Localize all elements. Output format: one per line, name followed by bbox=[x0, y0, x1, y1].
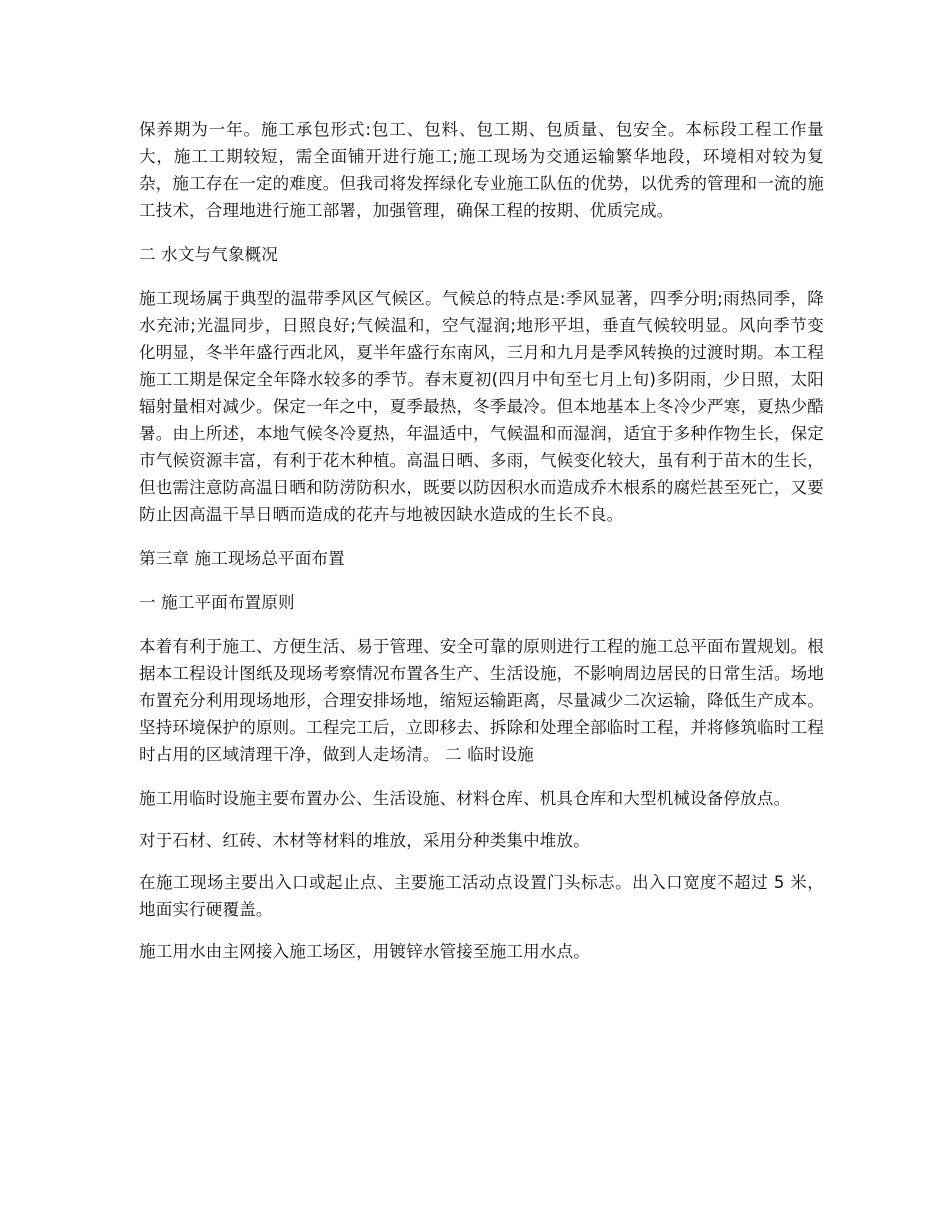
paragraph-water-supply: 施工用水由主网接入施工场区，用镀锌水管接至施工用水点。 bbox=[139, 942, 590, 961]
section-heading-layout-principles: 一 施工平面布置原则 bbox=[139, 593, 295, 612]
paragraph-climate: 施工现场属于典型的温带季风区气候区。气候总的特点是:季风显著，四季分明;雨热同季，降水充沛;光温同步，日照良好;气候温和，空气湿润;地形平坦，垂直气候较明显。风向季节变化明显，冬半年盛行西北风，夏半年盛行东南风，三月和九月是季风转换的过渡时期。本工程施工工期是保定全年降水较多的季节。春末夏初(四月中旬至七月上旬)多阴雨，少日照，太阳辐射量相对减少。保定一年之中，夏季最热，冬季最冷。但本地基本上冬冷少严寒，夏热少酷暑。由上所述，本地气候冬冷夏热，年温适中，气候温和而湿润，适宜于多种作物生长，保定市气候资源丰富，有利于花木种植。高温日晒、多雨，气候变化较大，虽有利于苗木的生长，但也需注意防高温日晒和防涝防积水，既要以防因积水而造成乔木根系的腐烂甚至死亡，又要防止因高温干旱日晒而造成的花卉与地被因缺水造成的生长不良。 bbox=[139, 289, 824, 524]
chapter-heading-site-layout: 第三章 施工现场总平面布置 bbox=[139, 549, 345, 568]
paragraph-layout-principles: 本着有利于施工、方便生活、易于管理、安全可靠的原则进行工程的施工总平面布置规划。根据本工程设计图纸及现场考察情况布置各生产、生活设施，不影响周边居民的日常生活。场地布置充分利用现场地形，合理安排场地，缩短运输距离，尽量减少二次运输，降低生产成本。坚持环境保护的原则。工程完工后，立即移去、拆除和处理全部临时工程，并将修筑临时工程时占用的区域清理干净，做到人走场清。 二 临时设施 bbox=[139, 637, 824, 764]
paragraph-material-storage: 对于石材、红砖、木材等材料的堆放，采用分种类集中堆放。 bbox=[139, 831, 590, 850]
document-page bbox=[139, 116, 824, 965]
section-heading-hydrology: 二 水文与气象概况 bbox=[139, 245, 279, 264]
paragraph-temporary-facilities: 施工用临时设施主要布置办公、生活设施、材料仓库、机具仓库和大型机械设备停放点。 bbox=[139, 789, 791, 808]
paragraph-entrance-signage: 在施工现场主要出入口或起止点、主要施工活动点设置门头标志。出入口宽度不超过 5 米，地面实行硬覆盖。 bbox=[139, 873, 824, 919]
paragraph-maintenance: 保养期为一年。施工承包形式:包工、包料、包工期、包质量、包安全。本标段工程工作量大，施工工期较短，需全面铺开进行施工;施工现场为交通运输繁华地段，环境相对较为复杂，施工存在一定的难度。但我司将发挥绿化专业施工队伍的优势，以优秀的管理和一流的施工技术，合理地进行施工部署，加强管理，确保工程的按期、优质完成。 bbox=[139, 120, 824, 220]
